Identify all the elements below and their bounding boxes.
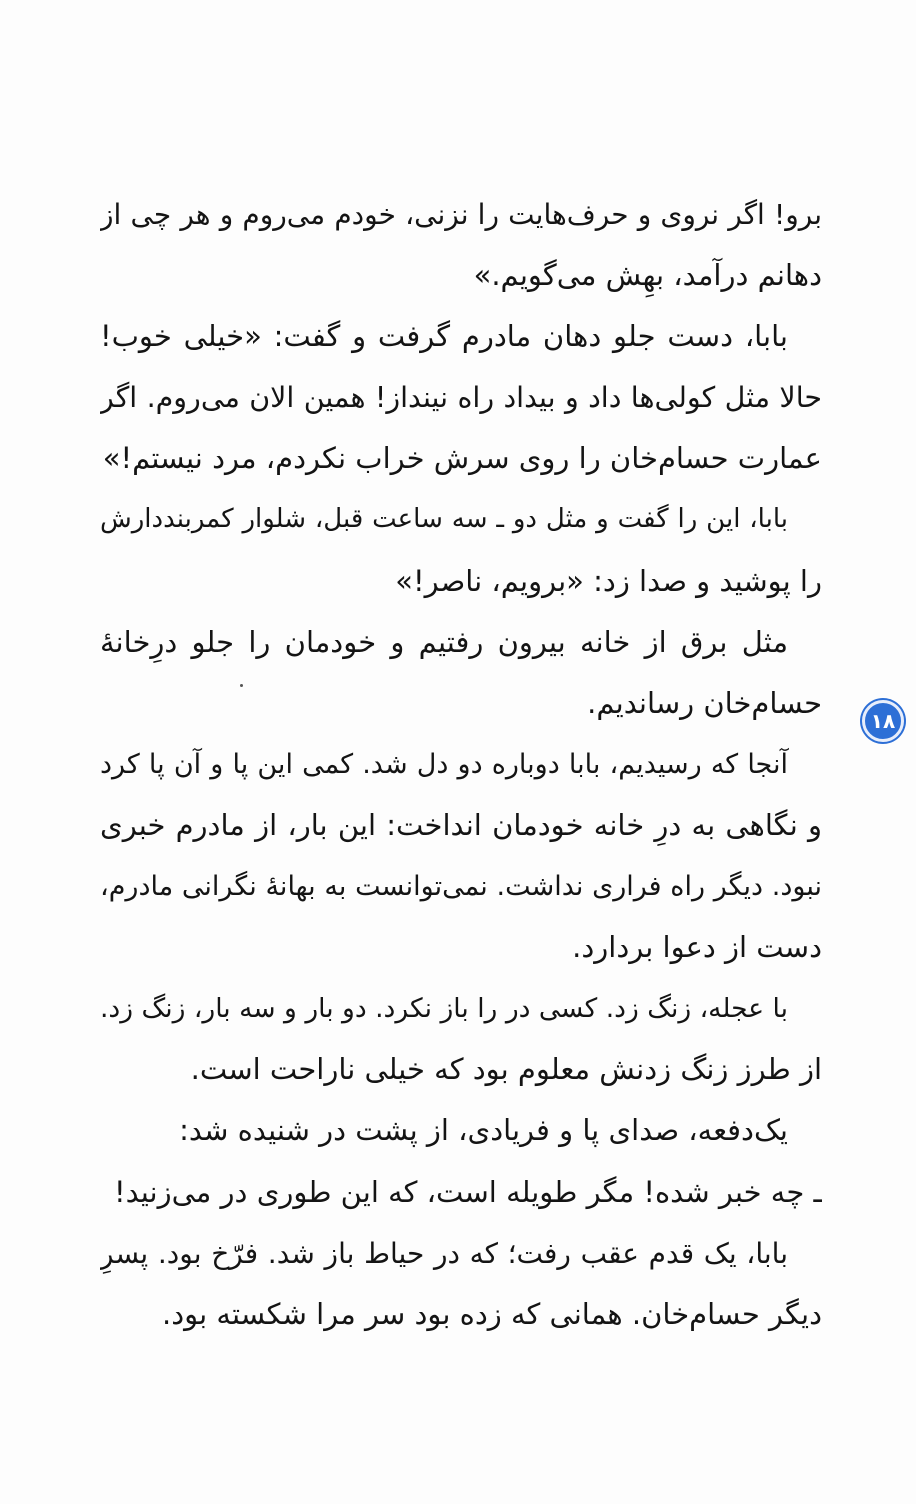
text-line: مثل برق از خانه بیرون رفتیم و خودمان را جلو درِخانهٔ (100, 624, 788, 659)
text-line: و نگاهی به درِ خانه خودمان انداخت: این بار، از مادرم خبری (100, 807, 822, 842)
text-line: دهانم درآمد، بهِش می‌گویم.» (473, 258, 822, 293)
paper-speck (240, 684, 243, 687)
text-line: با عجله، زنگ زد. کسی در را باز نکرد. دو بار و سه بار، زنگ زد. (100, 993, 788, 1025)
text-line: از طرز زنگ زدنش معلوم بود که خیلی ناراحت است. (190, 1052, 822, 1087)
text-line: دیگر حسام‌خان. همانی که زده بود سر مرا شکسته بود. (162, 1296, 822, 1331)
text-line: بابا، یک قدم عقب رفت؛ که در حیاط باز شد. فرّخ بود. پسرِ (100, 1236, 788, 1270)
text-line: را پوشید و صدا زد: «برویم، ناصر!» (395, 563, 822, 598)
body-text (100, 184, 822, 1345)
page-number-badge: ۱۸ (862, 700, 904, 742)
text-line: بابا، این را گفت و مثل دو ـ سه ساعت قبل، شلوار کمربنددارش (100, 504, 788, 535)
text-line: عمارت حسام‌خان را روی سرش خراب نکردم، مرد نیستم!» (102, 441, 822, 476)
text-line: بابا، دست جلو دهان مادرم گرفت و گفت: «خیلی خوب! (100, 319, 788, 354)
text-line: آنجا که رسیدیم، بابا دوباره دو دل شد. کمی این پا و آن پا کرد (100, 748, 788, 780)
text-line: نبود. دیگر راه فراری نداشت. نمی‌توانست به بهانهٔ نگرانی مادرم، (100, 871, 822, 903)
text-line: برو! اگر نروی و حرف‌هایت را نزنی، خودم می‌روم و هر چی از (100, 198, 822, 231)
text-line: یک‌دفعه، صدای پا و فریادی، از پشت در شنیده شد: (179, 1113, 788, 1148)
text-line: دست از دعوا بردارد. (572, 930, 822, 965)
text-line: حسام‌خان رساندیم. (587, 685, 822, 720)
text-line: ـ چه خبر شده! مگر طویله است، که این طوری در می‌زنید! (113, 1174, 822, 1209)
text-line: حالا مثل کولی‌ها داد و بیداد راه نینداز! همین الان می‌روم. اگر (100, 381, 822, 415)
